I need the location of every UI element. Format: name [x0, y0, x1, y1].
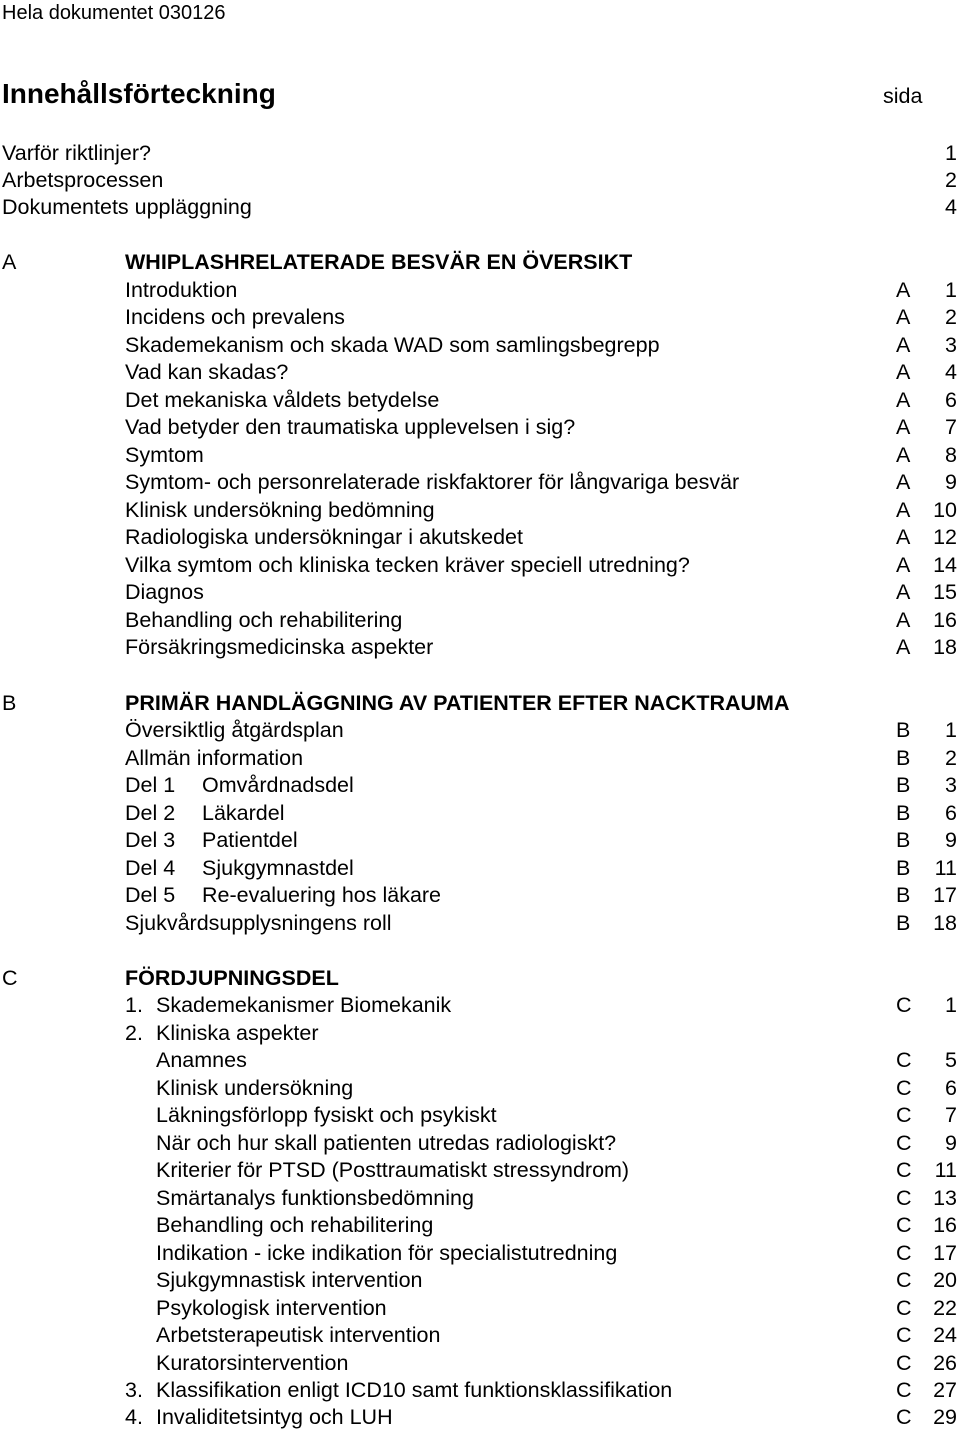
- toc-entry-section: C: [896, 1213, 912, 1237]
- toc-entry-text: Omvårdnadsdel: [202, 773, 354, 797]
- toc-entry: [0, 854, 960, 882]
- toc-entry: [0, 1239, 960, 1267]
- toc-entry-page: 12: [933, 525, 957, 549]
- section-heading: WHIPLASHRELATERADE BESVÄR EN ÖVERSIKT: [125, 250, 633, 274]
- toc-entry-text: Symtom: [125, 443, 204, 467]
- toc-entry-page: 29: [933, 1405, 957, 1429]
- toc-entry-number: 1.: [125, 993, 143, 1017]
- toc-entry-page: 2: [945, 746, 957, 770]
- toc-entry-page: 22: [933, 1296, 957, 1320]
- toc-entry: [0, 358, 960, 386]
- toc-entry-text: Introduktion: [125, 278, 238, 302]
- toc-entry-page: 16: [933, 608, 957, 632]
- toc-entry: [0, 1074, 960, 1102]
- toc-entry-page: 17: [933, 883, 957, 907]
- toc-entry-page: 27: [933, 1378, 957, 1402]
- toc-entry-text: Kriterier för PTSD (Posttraumatiskt stressyndrom): [156, 1158, 630, 1182]
- section-heading: FÖRDJUPNINGSDEL: [125, 966, 339, 990]
- toc-entry: [0, 166, 960, 194]
- toc-entry: [0, 1321, 960, 1349]
- toc-entry: [0, 496, 960, 524]
- toc-entry-page: 11: [934, 856, 957, 880]
- toc-entry-text: Skademekanismer Biomekanik: [156, 993, 452, 1017]
- toc-entry-section: A: [896, 498, 911, 522]
- toc-entry-section: C: [896, 1241, 912, 1265]
- toc-entry-text: Smärtanalys funktionsbedömning: [156, 1186, 474, 1210]
- toc-entry-text: Arbetsprocessen: [2, 168, 164, 192]
- toc-entry-page: 1: [945, 141, 957, 165]
- toc-entry-text: Patientdel: [202, 828, 298, 852]
- toc-entry-text: Vad betyder den traumatiska upplevelsen i sig?: [125, 415, 576, 439]
- toc-entry-section: A: [896, 608, 911, 632]
- toc-entry: [0, 193, 960, 221]
- page-column-label: sida: [883, 84, 923, 108]
- toc-entry: [0, 1019, 960, 1047]
- toc-entry-page: 7: [945, 415, 957, 439]
- toc-entry-page: 10: [933, 498, 957, 522]
- toc-entry-section: C: [896, 1378, 912, 1402]
- toc-entry-number: 2.: [125, 1021, 143, 1045]
- section-heading-row: [0, 964, 960, 992]
- toc-entry-section: C: [896, 1296, 912, 1320]
- toc-entry-page: 11: [934, 1158, 957, 1182]
- toc-entry-text: Indikation - icke indikation för specialistutredning: [156, 1241, 618, 1265]
- toc-entry-text: Radiologiska undersökningar i akutskedet: [125, 525, 523, 549]
- section-heading-row: [0, 689, 960, 717]
- toc-entry: [0, 771, 960, 799]
- toc-entry-text: Anamnes: [156, 1048, 247, 1072]
- toc-entry: [0, 826, 960, 854]
- toc-entry-page: 26: [933, 1351, 957, 1375]
- toc-entry-text: Behandling och rehabilitering: [125, 608, 403, 632]
- toc-entry-section: B: [896, 828, 911, 852]
- toc-entry-page: 9: [945, 828, 957, 852]
- toc-entry-text: Vad kan skadas?: [125, 360, 289, 384]
- toc-entry-text: Översiktlig åtgärdsplan: [125, 718, 344, 742]
- toc-entry-page: 6: [945, 1076, 957, 1100]
- toc-entry-number: 4.: [125, 1405, 143, 1429]
- toc-entry-del: Del 1: [125, 773, 176, 797]
- toc-entry: [0, 413, 960, 441]
- toc-entry-section: B: [896, 911, 911, 935]
- toc-entry-del: Del 3: [125, 828, 176, 852]
- toc-entry-section: A: [896, 635, 911, 659]
- toc-entry: [0, 744, 960, 772]
- toc-entry: [0, 303, 960, 331]
- toc-entry-page: 4: [945, 195, 957, 219]
- toc-entry-text: Arbetsterapeutisk intervention: [156, 1323, 441, 1347]
- toc-entry: [0, 1349, 960, 1377]
- toc-entry-del: Del 2: [125, 801, 176, 825]
- toc-entry: [0, 276, 960, 304]
- toc-entry-page: 13: [933, 1186, 957, 1210]
- toc-entry-text: Klinisk undersökning bedömning: [125, 498, 435, 522]
- toc-entry: [0, 716, 960, 744]
- toc-entry-page: 24: [933, 1323, 957, 1347]
- toc-entry-section: B: [896, 856, 911, 880]
- toc-entry-section: B: [896, 746, 911, 770]
- toc-entry-page: 17: [933, 1241, 957, 1265]
- toc-entry-del: Del 5: [125, 883, 176, 907]
- toc-entry-section: C: [896, 1405, 912, 1429]
- toc-entry-text: Allmän information: [125, 746, 304, 770]
- toc-entry: [0, 139, 960, 167]
- toc-entry-section: C: [896, 1103, 912, 1127]
- toc-entry-section: B: [896, 773, 911, 797]
- toc-entry-text: Behandling och rehabilitering: [156, 1213, 434, 1237]
- toc-entry-page: 3: [945, 773, 957, 797]
- toc-entry-section: A: [896, 333, 911, 357]
- toc-entry: [0, 468, 960, 496]
- section-heading: PRIMÄR HANDLÄGGNING AV PATIENTER EFTER NACKTRAUMA: [125, 691, 790, 715]
- toc-entry-page: 6: [945, 388, 957, 412]
- toc-entry-section: A: [896, 443, 911, 467]
- toc-entry: [0, 633, 960, 661]
- toc-entry-section: C: [896, 1351, 912, 1375]
- toc-entry: [0, 881, 960, 909]
- toc-entry-page: 2: [945, 168, 957, 192]
- toc-entry-page: 1: [945, 993, 957, 1017]
- toc-entry-page: 9: [945, 470, 957, 494]
- toc-entry-section: A: [896, 360, 911, 384]
- toc-entry-text: Invaliditetsintyg och LUH: [156, 1405, 393, 1429]
- toc-entry: [0, 909, 960, 937]
- toc-entry-text: Sjukvårdsupplysningens roll: [125, 911, 392, 935]
- toc-entry-section: B: [896, 883, 911, 907]
- toc-entry-page: 5: [945, 1048, 957, 1072]
- toc-entry-text: Incidens och prevalens: [125, 305, 345, 329]
- toc-entry: [0, 1211, 960, 1239]
- toc-entry: [0, 1266, 960, 1294]
- toc-entry-section: A: [896, 470, 911, 494]
- toc-entry-text: Vilka symtom och kliniska tecken kräver speciell utredning?: [125, 553, 690, 577]
- toc-entry-section: C: [896, 993, 912, 1017]
- section-letter: B: [2, 691, 17, 715]
- toc-entry-text: Försäkringsmedicinska aspekter: [125, 635, 434, 659]
- toc-entry: [0, 1129, 960, 1157]
- toc-entry-text: Psykologisk intervention: [156, 1296, 387, 1320]
- toc-entry-page: 18: [933, 635, 957, 659]
- toc-entry-section: A: [896, 580, 911, 604]
- toc-entry-text: När och hur skall patienten utredas radiologiskt?: [156, 1131, 617, 1155]
- toc-entry-page: 15: [933, 580, 957, 604]
- toc-entry-text: Sjukgymnastisk intervention: [156, 1268, 423, 1292]
- toc-entry-text: Kliniska aspekter: [156, 1021, 319, 1045]
- toc-entry-section: C: [896, 1076, 912, 1100]
- toc-entry-section: B: [896, 801, 911, 825]
- toc-entry-text: Klinisk undersökning: [156, 1076, 354, 1100]
- toc-entry-number: 3.: [125, 1378, 143, 1402]
- toc-entry: [0, 1101, 960, 1129]
- section-letter: A: [2, 250, 17, 274]
- toc-entry-page: 2: [945, 305, 957, 329]
- toc-entry: [0, 1046, 960, 1074]
- toc-entry-section: C: [896, 1268, 912, 1292]
- toc-entry-text: Dokumentets uppläggning: [2, 195, 252, 219]
- toc-entry-page: 18: [933, 911, 957, 935]
- toc-entry-text: Läkardel: [202, 801, 285, 825]
- toc-entry: [0, 1184, 960, 1212]
- toc-entry-text: Varför riktlinjer?: [2, 141, 151, 165]
- toc-entry: [0, 386, 960, 414]
- toc-entry-text: Re-evaluering hos läkare: [202, 883, 442, 907]
- toc-entry-page: 6: [945, 801, 957, 825]
- toc-entry-page: 14: [933, 553, 957, 577]
- toc-entry-text: Symtom- och personrelaterade riskfaktorer för långvariga besvär: [125, 470, 740, 494]
- toc-entry-section: C: [896, 1131, 912, 1155]
- toc-entry: [0, 331, 960, 359]
- toc-entry-section: A: [896, 388, 911, 412]
- toc-entry-text: Läkningsförlopp fysiskt och psykiskt: [156, 1103, 497, 1127]
- toc-entry-page: 16: [933, 1213, 957, 1237]
- toc-entry-text: Sjukgymnastdel: [202, 856, 354, 880]
- toc-entry-section: C: [896, 1186, 912, 1210]
- toc-entry-text: Det mekaniska våldets betydelse: [125, 388, 440, 412]
- toc-entry-page: 9: [945, 1131, 957, 1155]
- toc-entry: [0, 991, 960, 1019]
- toc-entry: [0, 551, 960, 579]
- toc-entry-text: Skademekanism och skada WAD som samlingsbegrepp: [125, 333, 660, 357]
- toc-entry-section: A: [896, 553, 911, 577]
- toc-entry-section: C: [896, 1323, 912, 1347]
- toc-entry-page: 1: [945, 718, 957, 742]
- toc-entry-section: A: [896, 415, 911, 439]
- toc-entry-section: C: [896, 1158, 912, 1182]
- toc-entry: [0, 523, 960, 551]
- toc-entry: [0, 799, 960, 827]
- toc-entry-text: Klassifikation enligt ICD10 samt funktionsklassifikation: [156, 1378, 673, 1402]
- toc-entry-page: 8: [945, 443, 957, 467]
- toc-entry-page: 1: [945, 278, 957, 302]
- toc-entry: [0, 1376, 960, 1404]
- toc-entry-del: Del 4: [125, 856, 176, 880]
- toc-entry-text: Kuratorsintervention: [156, 1351, 349, 1375]
- toc-entry-page: 7: [945, 1103, 957, 1127]
- toc-entry-text: Diagnos: [125, 580, 204, 604]
- toc-entry: [0, 578, 960, 606]
- toc-entry-section: A: [896, 278, 911, 302]
- toc-entry-section: A: [896, 305, 911, 329]
- toc-entry-page: 20: [933, 1268, 957, 1292]
- page-title: Innehållsförteckning: [2, 78, 276, 109]
- toc-entry-page: 3: [945, 333, 957, 357]
- toc-entry: [0, 1294, 960, 1322]
- toc-entry-page: 4: [945, 360, 957, 384]
- section-letter: C: [2, 966, 18, 990]
- toc-entry: [0, 1156, 960, 1184]
- section-heading-row: [0, 248, 960, 276]
- toc-entry: [0, 606, 960, 634]
- toc-entry-section: A: [896, 525, 911, 549]
- toc-entry-section: B: [896, 718, 911, 742]
- document-header: Hela dokumentet 030126: [2, 2, 226, 24]
- toc-entry-section: C: [896, 1048, 912, 1072]
- toc-entry: [0, 1403, 960, 1431]
- toc-entry: [0, 441, 960, 469]
